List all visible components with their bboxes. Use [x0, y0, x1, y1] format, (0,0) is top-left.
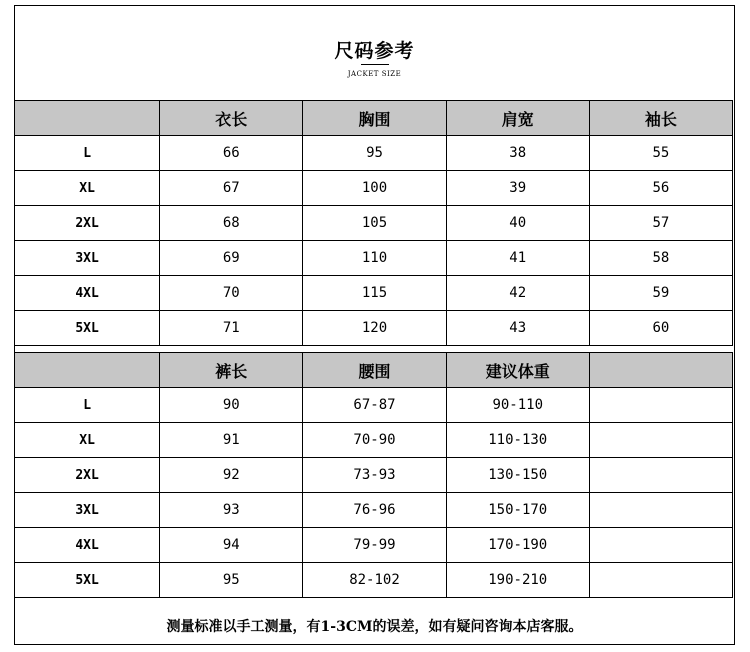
value-cell: 90: [160, 388, 303, 423]
value-cell: 105: [303, 206, 446, 241]
value-cell: 43: [446, 311, 589, 346]
header-cell: 袖长: [589, 101, 732, 136]
title-divider: [361, 64, 389, 65]
value-cell: 150-170: [446, 493, 589, 528]
size-label-cell: 2XL: [15, 206, 160, 241]
value-cell: 79-99: [303, 528, 446, 563]
table-row: [15, 241, 733, 276]
value-cell: 58: [589, 241, 732, 276]
value-cell: 67-87: [303, 388, 446, 423]
value-cell: 94: [160, 528, 303, 563]
value-cell: 110: [303, 241, 446, 276]
value-cell: 90-110: [446, 388, 589, 423]
value-cell: 100: [303, 171, 446, 206]
table-row: [15, 136, 733, 171]
pants-size-table: [14, 352, 733, 598]
size-label-cell: 2XL: [15, 458, 160, 493]
header-cell: 衣长: [160, 101, 303, 136]
header-cell: [589, 353, 732, 388]
header-cell: 肩宽: [446, 101, 589, 136]
value-cell: 130-150: [446, 458, 589, 493]
header-cell: 胸围: [303, 101, 446, 136]
value-cell: 93: [160, 493, 303, 528]
size-label-cell: 5XL: [15, 311, 160, 346]
size-label-cell: 4XL: [15, 276, 160, 311]
value-cell: 71: [160, 311, 303, 346]
value-cell: 68: [160, 206, 303, 241]
table-row: [15, 458, 733, 493]
value-cell: 59: [589, 276, 732, 311]
table-row: [15, 171, 733, 206]
table-row: [15, 528, 733, 563]
value-cell: 82-102: [303, 563, 446, 598]
value-cell: 91: [160, 423, 303, 458]
value-cell: 39: [446, 171, 589, 206]
value-cell: [589, 423, 732, 458]
value-cell: 67: [160, 171, 303, 206]
header-cell: [15, 353, 160, 388]
value-cell: [589, 528, 732, 563]
table-header-row: [15, 101, 733, 136]
value-cell: 60: [589, 311, 732, 346]
value-cell: 73-93: [303, 458, 446, 493]
value-cell: 57: [589, 206, 732, 241]
jacket-size-table: [14, 100, 733, 346]
size-label-cell: 3XL: [15, 493, 160, 528]
header-cell: 裤长: [160, 353, 303, 388]
size-chart-frame: [14, 5, 735, 645]
value-cell: 66: [160, 136, 303, 171]
header-cell: [15, 101, 160, 136]
size-label-cell: XL: [15, 423, 160, 458]
value-cell: 69: [160, 241, 303, 276]
value-cell: 115: [303, 276, 446, 311]
size-label-cell: XL: [15, 171, 160, 206]
value-cell: 41: [446, 241, 589, 276]
size-label-cell: L: [15, 136, 160, 171]
size-label-cell: L: [15, 388, 160, 423]
size-label-cell: 3XL: [15, 241, 160, 276]
table-row: [15, 493, 733, 528]
value-cell: [589, 458, 732, 493]
value-cell: 95: [160, 563, 303, 598]
header-cell: 腰围: [303, 353, 446, 388]
value-cell: 92: [160, 458, 303, 493]
value-cell: 56: [589, 171, 732, 206]
table-row: [15, 276, 733, 311]
value-cell: 110-130: [446, 423, 589, 458]
value-cell: 70: [160, 276, 303, 311]
table-row: [15, 423, 733, 458]
value-cell: [589, 388, 732, 423]
page-title: 尺码参考: [334, 40, 415, 62]
title-area: [15, 6, 734, 101]
value-cell: 40: [446, 206, 589, 241]
value-cell: 170-190: [446, 528, 589, 563]
table-header-row: [15, 353, 733, 388]
header-cell: 建议体重: [446, 353, 589, 388]
value-cell: 38: [446, 136, 589, 171]
measurement-note: 测量标准以手工测量，有1-3CM的误差，如有疑问咨询本店客服。: [166, 619, 583, 635]
table-row: [15, 563, 733, 598]
value-cell: 70-90: [303, 423, 446, 458]
value-cell: [589, 563, 732, 598]
value-cell: 190-210: [446, 563, 589, 598]
table-row: [15, 311, 733, 346]
table-row: [15, 206, 733, 241]
value-cell: 55: [589, 136, 732, 171]
table-row: [15, 388, 733, 423]
value-cell: 76-96: [303, 493, 446, 528]
size-label-cell: 4XL: [15, 528, 160, 563]
value-cell: 95: [303, 136, 446, 171]
value-cell: 42: [446, 276, 589, 311]
size-label-cell: 5XL: [15, 563, 160, 598]
value-cell: [589, 493, 732, 528]
value-cell: 120: [303, 311, 446, 346]
page-subtitle: JACKET SIZE: [347, 70, 402, 78]
